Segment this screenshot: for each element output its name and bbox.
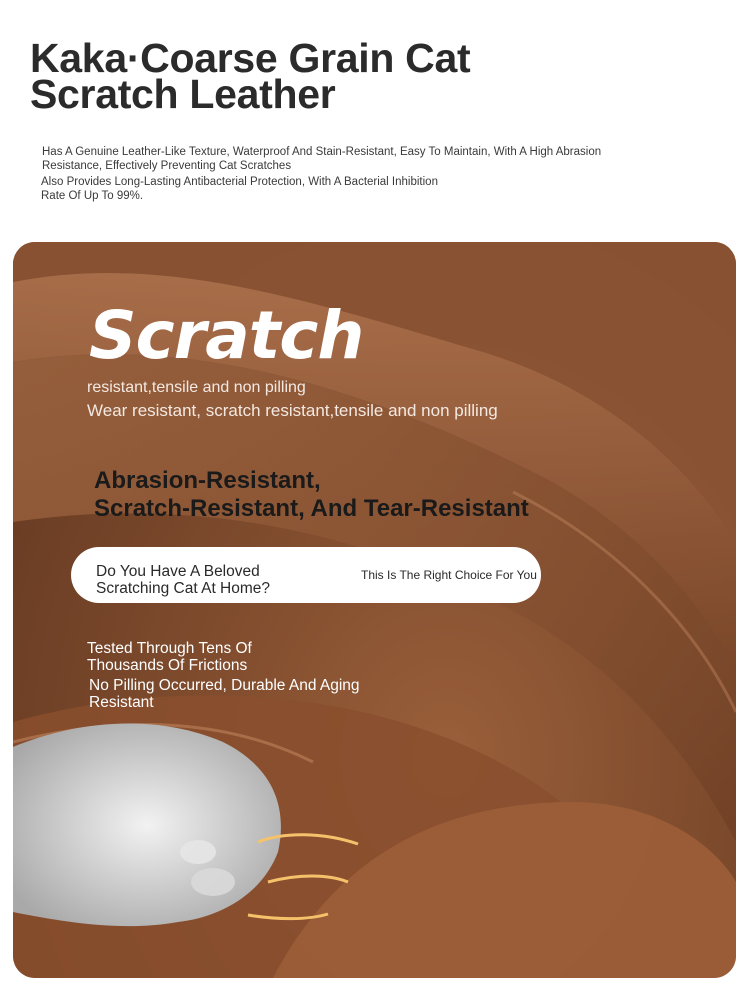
scratch-subtitle-2: Wear resistant, scratch resistant,tensile and non pilling (87, 401, 498, 420)
tested-statement (87, 640, 252, 674)
pilling-statement (89, 677, 360, 711)
pilling-line-1: No Pilling Occurred, Durable And Aging (89, 677, 360, 694)
pilling-line-2: Resistant (89, 694, 154, 711)
description-antibacterial: Also Provides Long-Lasting Antibacterial Protection, With A Bacterial Inhibition Rate Of Up To 99%. (41, 176, 438, 202)
headline-line-2: Scratch-Resistant, And Tear-Resistant (94, 495, 529, 522)
page-title (30, 35, 471, 117)
description-texture: Has A Genuine Leather-Like Texture, Waterproof And Stain-Resistant, Easy To Maintain, With A High Abrasion Resistance, Effectively Preventing Cat Scratches (42, 146, 602, 172)
leather-image-panel (13, 242, 736, 978)
scratch-heading: Scratch (89, 297, 364, 374)
question-line-1: Do You Have A Beloved (96, 563, 260, 580)
question-pill (71, 547, 541, 603)
title-line-1: Kaka·Coarse Grain Cat (30, 35, 471, 81)
question-line-2: Scratching Cat At Home? (96, 580, 271, 597)
title-line-2: Scratch Leather (30, 71, 336, 117)
tested-line-1: Tested Through Tens Of (87, 640, 252, 657)
scratch-subtitle-1: resistant,tensile and non pilling (87, 379, 306, 396)
resistance-headline (94, 467, 529, 523)
pill-answer: This Is The Right Choice For You (361, 568, 537, 582)
pill-question (96, 563, 270, 597)
tested-line-2: Thousands Of Frictions (87, 657, 248, 674)
headline-line-1: Abrasion-Resistant, (94, 467, 321, 494)
cat-paw-icon (13, 723, 281, 926)
